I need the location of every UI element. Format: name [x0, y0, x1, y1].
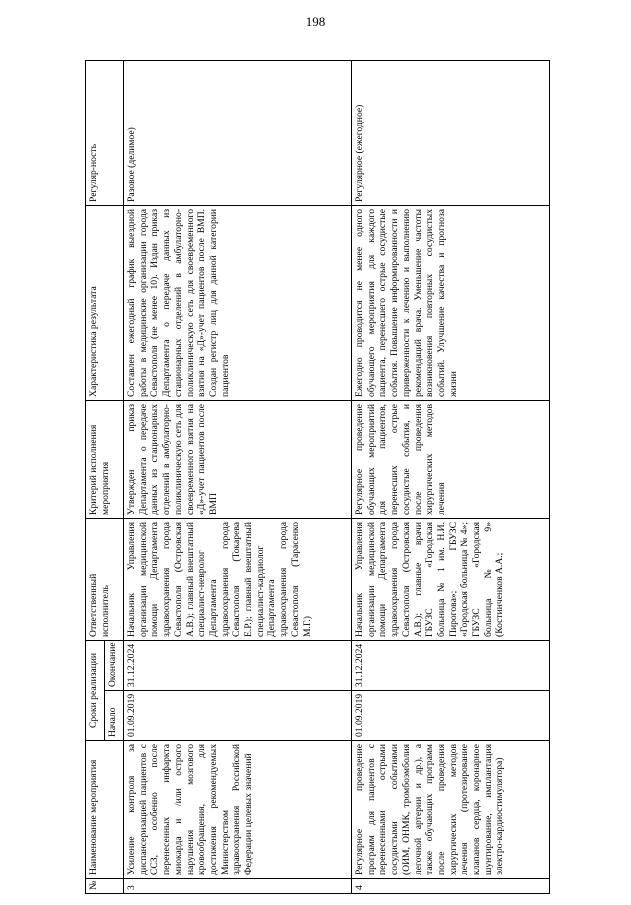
header-name: Наименование мероприятия [86, 741, 124, 879]
row-start: 01.09.2019 [352, 691, 550, 741]
measures-table [85, 60, 550, 894]
rotated-table-wrapper [85, 61, 550, 894]
row-criterion: Утвержден приказ Департамента о передаче данных из стационарных отделений в амбулаторно-поликлиническую сеть для своевременного взятия на «Д»-учет пациентов после ВМП [124, 400, 352, 518]
row-start: 01.09.2019 [124, 691, 352, 741]
row-name: Регулярное проведение программ для пациентов с перенесенными острыми сосудистыми событиями (ОИМ, ОНМК, тромбоэмболия легочной артерии и др.), а также обучающих программ после проведения хирургических методов лечения (протезирование клапанов сердца, коронарное шунтирование, имплантация электро-кардиостимулятора) [352, 741, 550, 879]
row-responsible: Начальник Управления организации медицинской помощи Департамента здравоохранения города Севастополя (Островская А.В.); главные врачи ГБУЗС «Городская больница № 1 им. Н.И. Пирогова»; ГБУЗС «Городская больница № 4»; ГБУЗС «Городская больница № 9» (Костинченков А.А.; [352, 518, 550, 640]
row-regularity: Разовое (делимое) [124, 60, 352, 205]
table-row [352, 60, 550, 893]
row-responsible: Начальник Управления организации медицинской помощи Департамента здравоохранения города Севастополя (Островская А.В.); главный внештатный специалист-невролог Департамента здравоохранения города Севастополя (Токарева Е.Р.); главный внештатный специалист-кардиолог Департамента здравоохранения города Севастополя (Тарасенко М.Г.) [124, 518, 352, 640]
header-end: Окончание [105, 640, 124, 690]
header-responsible: Ответственный исполнитель [86, 518, 124, 640]
row-result: Составлен ежегодный график выездной работы в медицинские организации города Севастополя (не менее 10). Издан приказ Департамента о передаче данных из стационарных отделений в амбулаторно-поликлиническую сеть для своевременного взятия на «Д»-учет пациентов после ВМП. Создан регистр лиц для данной категории пациентов [124, 205, 352, 400]
row-end: 31.12.2024 [352, 640, 550, 690]
header-start: Начало [105, 691, 124, 741]
row-end: 31.12.2024 [124, 640, 352, 690]
header-regularity: Регуляр-ность [86, 60, 124, 205]
table-row [124, 60, 352, 893]
row-num: 3 [124, 879, 352, 894]
header-result: Характеристика результата [86, 205, 124, 400]
header-criterion: Критерий исполнения мероприятия [86, 400, 124, 518]
row-num: 4 [352, 879, 550, 894]
row-criterion: Регулярное проведение обучающих мероприятий для пациентов, перенесших острые сосудистые события, и после проведения хирургических методов лечения [352, 400, 550, 518]
table-header-row [86, 60, 105, 893]
row-regularity: Регулярное (ежегодное) [352, 60, 550, 205]
row-result: Ежегодно проводится не менее одного обучающего мероприятия для каждого пациента, перенесшего острые сосудистые события. Повышение информированности и приверженности к лечению и выполнению рекомендаций врача. Уменьшение частоты возникновения повторных сосудистых событий. Улучшение качества и прогноза жизни [352, 205, 550, 400]
header-num: № [86, 879, 124, 894]
header-period: Сроки реализации [86, 640, 105, 740]
page-number: 198 [305, 14, 326, 29]
row-name: Усиление контроля за диспансеризацией пациентов с ССЗ, особенно после перенесенных инфаркта миокарда и /или острого нарушения мозгового кровообращения, для достижения рекомендуемых Министерством здравоохранения Российской Федерации целевых значений [124, 741, 352, 879]
